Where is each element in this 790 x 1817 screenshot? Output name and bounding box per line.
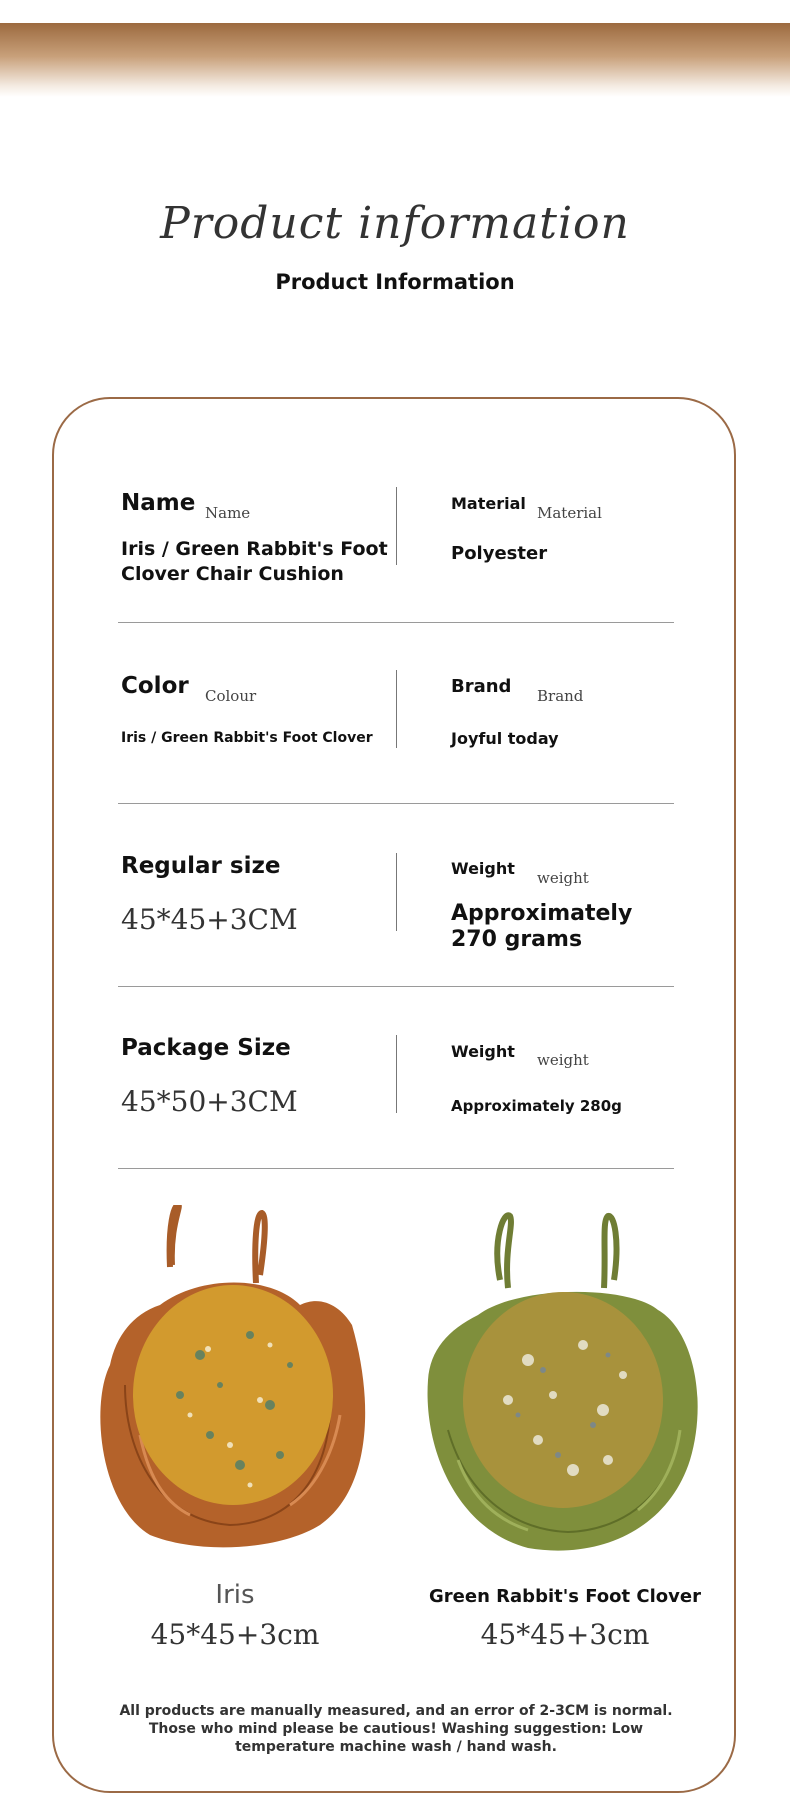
package-size-label: Package Size	[121, 1035, 291, 1061]
row-divider	[118, 986, 674, 987]
package-size-value: 45*50+3CM	[121, 1085, 298, 1118]
name-label: Name	[121, 490, 196, 516]
green-product-size: 45*45+3cm	[480, 1618, 650, 1651]
spec-row-package-size-weight	[118, 1035, 674, 1145]
color-label: Color	[121, 673, 189, 699]
column-divider	[396, 487, 397, 565]
name-value-line1: Iris / Green Rabbit's Foot	[121, 538, 388, 560]
column-divider	[396, 670, 397, 748]
spec-row-color-brand	[118, 670, 674, 780]
spec-row-regular-size-weight	[118, 853, 674, 963]
package-weight-value: Approximately 280g	[451, 1097, 622, 1115]
brand-value: Joyful today	[451, 729, 559, 748]
green-product-name: Green Rabbit's Foot Clover	[429, 1586, 701, 1607]
weight-label: Weight	[451, 859, 515, 878]
color-sublabel: Colour	[205, 687, 257, 705]
column-divider	[396, 1035, 397, 1113]
top-gradient-band	[0, 23, 790, 97]
material-sublabel: Material	[537, 504, 602, 522]
weight-value-line1: Approximately	[451, 901, 633, 926]
material-value: Polyester	[451, 543, 548, 564]
section-title: Product Information	[275, 270, 515, 294]
name-value-line2: Clover Chair Cushion	[121, 563, 344, 585]
package-weight-sublabel: weight	[537, 1051, 589, 1069]
color-value: Iris / Green Rabbit's Foot Clover	[121, 730, 373, 746]
iris-product-size: 45*45+3cm	[150, 1618, 320, 1651]
iris-cushion-image	[90, 1205, 380, 1559]
weight-sublabel: weight	[537, 869, 589, 887]
column-divider	[396, 853, 397, 931]
name-sublabel: Name	[205, 504, 251, 522]
green-cushion-image	[418, 1210, 708, 1564]
row-divider	[118, 1168, 674, 1169]
brand-sublabel: Brand	[537, 687, 584, 705]
spec-row-name-material	[118, 487, 674, 597]
brand-label: Brand	[451, 676, 512, 697]
regular-size-value: 45*45+3CM	[121, 903, 298, 936]
regular-size-label: Regular size	[121, 853, 281, 879]
row-divider	[118, 803, 674, 804]
measurement-washing-note: All products are manually measured, and an error of 2-3CM is normal. Those who mind please be cautious! Washing suggestion: Low temperature machine wash / hand wash.	[119, 1703, 673, 1755]
iris-product-name: Iris	[215, 1580, 255, 1610]
weight-value-line2: 270 grams	[451, 927, 583, 952]
package-weight-label: Weight	[451, 1042, 515, 1061]
material-label: Material	[451, 494, 526, 513]
row-divider	[118, 622, 674, 623]
script-title: Product information	[160, 198, 630, 249]
